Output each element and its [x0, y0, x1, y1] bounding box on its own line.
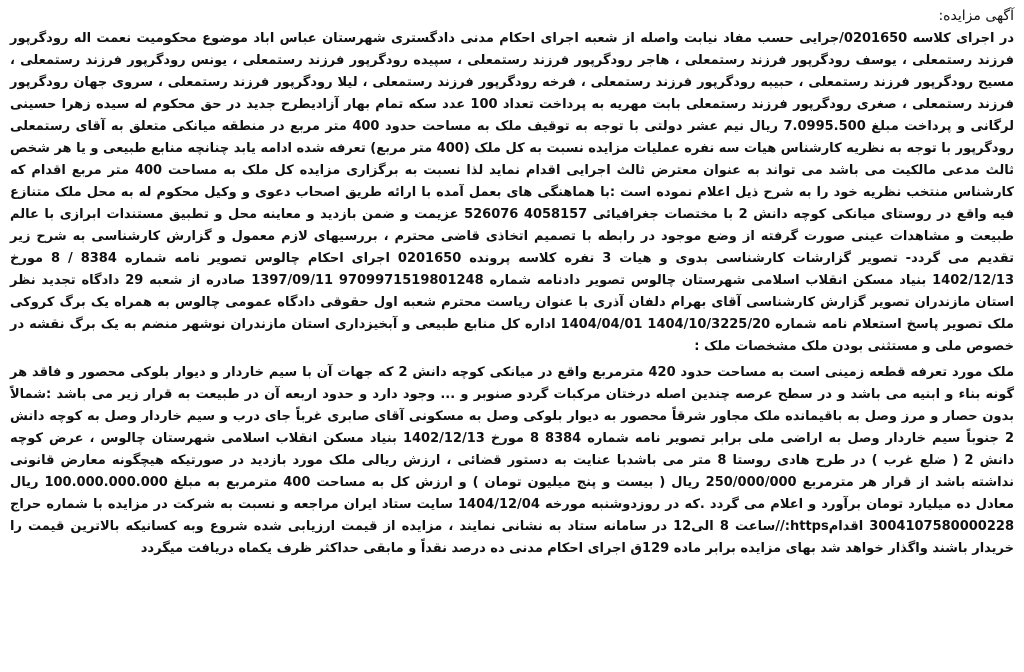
notice-title: آگهی مزایده: [938, 8, 1014, 24]
notice-paragraph-1: در اجرای کلاسه 0201650/جرایی حسب مفاد نیابت واصله از شعبه اجرای احکام مدنی دادگستری شهرستان عباس اباد موضوع محکومیت نعمت اله رودگرپور فرزند رستمعلی ، یوسف رودگرپور فرزند رستمعلی ، هاجر رودگرپور فرزند رستمعلی ، سپیده رودگرپور فرزند رستمعلی ، یونس رودگرپور فرزند رستمعلی ، مسیح رودگرپور فرزند رستمعلی ، حبیبه رودگرپور فرزند رستمعلی ، فرخه رودگرپور فرزند رستمعلی ، لیلا رودگرپور فرزند رستمعلی ، سروی جهان رودگرپور فرزند رستمعلی ، صغری رودگرپور فرزند رستمعلی بابت مهریه به پرداخت تعداد 100 عدد سکه تمام بهار آزادیطرح جدید در حق محکوم له سیده زهرا حسینی لرگانی و پرداخت مبلغ 7.0995.500 ریال نیم عشر دولتی با توجه به توقیف ملک به مساحت حدود 400 متر مربع در منطقه میانکی متعلق به آقای رستمعلی رودگرپور با توجه به نظریه کارشناس هیات سه نفره عملیات مزایده نسبت به کل ملک (400 متر مربع) تعرفه شده ادامه یابد چنانچه منابع طبیعی و یا هر شخص ثالث مدعی مالکیت می باشد می تواند به عنوان معترض ثالث اجرایی اقدام نماید لذا نسبت به برگزاری مزایده کل ملک به مساحت 400 متر مربع اقدام که کارشناس منتخب نظریه خود را به شرح ذیل اعلام نموده است :با هماهنگی های بعمل آمده با ارائه طریق اصحاب دعوی و وکیل محکوم له به محل ملک متنازع فیه واقع در روستای میانکی کوچه دانش 2 با مختصات جغرافیائی 4058157 526076 عزیمت و ضمن بازدید و معاینه محل و تطبیق مستندات ابرازی با عالم طبیعت و مشاهدات عینی صورت گرفته از وضع موجود در رابطه با تصمیم اتخاذی قاضی محترم ، بررسیهای لازم معمول و گزارش کارشناسی به شرح زیر تقدیم می گردد- تصویر گزارشات کارشناسی بدوی و هیات 3 نفره کلاسه پرونده 0201650 اجرای احکام چالوس تصویر نامه شماره 8384 / 8 مورخ 1402/12/13 بنیاد مسکن انقلاب اسلامی شهرستان چالوس تصویر دادنامه شماره 9709971519801248 1397/09/11 صادره از شعبه 29 دادگاه تجدید نظر استان مازندران تصویر گزارش کارشناسی آقای بهرام دلفان آذری با عنوان ریاست محترم شعبه اول حقوقی دادگاه عمومی چالوس به همراه یک برگ کروکی ملک تصویر پاسخ استعلام نامه شماره 1404/10/3225/20 1404/04/01 اداره کل منابع طبیعی و آبخیزداری استان مازندران نوشهر منضم به یک برگ نقشه در خصوص ملی و مستثنی بودن ملک مشخصات ملک : [10, 31, 1014, 354]
notice-paragraph-2: ملک مورد تعرفه قطعه زمینی است به مساحت حدود 420 مترمربع واقع در میانکی کوچه دانش 2 که جهات آن با سیم خاردار و دیوار بلوکی محصور و فاقد هر گونه بناء و ابنیه می باشد و در سطح عرصه چندین اصله درختان مرکبات گردو صنوبر و ... وجود دارد و حدود اربعه آن در طبیعت به قرار زیر می باشد :شمالاً بدون حصار و مرز وصل به باقیمانده ملک مجاور شرقاً محصور به دیوار بلوکی وصل به مسکونی آقای صابری غرباً جای درب و سیم خاردار وصل به کوچه دانش 2 جنوباً سیم خاردار وصل به اراضی ملی برابر تصویر نامه شماره 8384 8 مورخ 1402/12/13 بنیاد مسکن انقلاب اسلامی شهرستان چالوس ، عرض کوچه دانش 2 ( ضلع غرب ) در طرح هادی روستا 8 متر می باشدبا عنایت به دستور قضائی ، ارزش ریالی ملک مورد بازدید در صورتیکه هیچگونه معارض قانونی نداشته باشد از قرار هر مترمربع 250/000/000 ریال ( بیست و پنج میلیون تومان ) و ارزش کل به مساحت 400 مترمربع به مبلغ 100.000.000.000 ریال معادل ده میلیارد تومان برآورد و اعلام می گردد .که در روزدوشنبه مورخه 1404/12/04 سایت ستاد ایران مراجعه و نسبت به شرکت در مزایده با شماره حراج 3004107580000228 اقدامhttps://ساعت 8 الی12 در سامانه ستاد به نشانی نمایند ، مزایده از قیمت ارزیابی شده شروع وبه کسانیکه بالاترین قیمت را خریدار باشند واگذار خواهد شد بهای مزایده برابر ماده 129ق اجرای احکام مدنی ده درصد نقداً و مابقی حداکثر ظرف یکماه دریافت میگردد [10, 365, 1015, 556]
